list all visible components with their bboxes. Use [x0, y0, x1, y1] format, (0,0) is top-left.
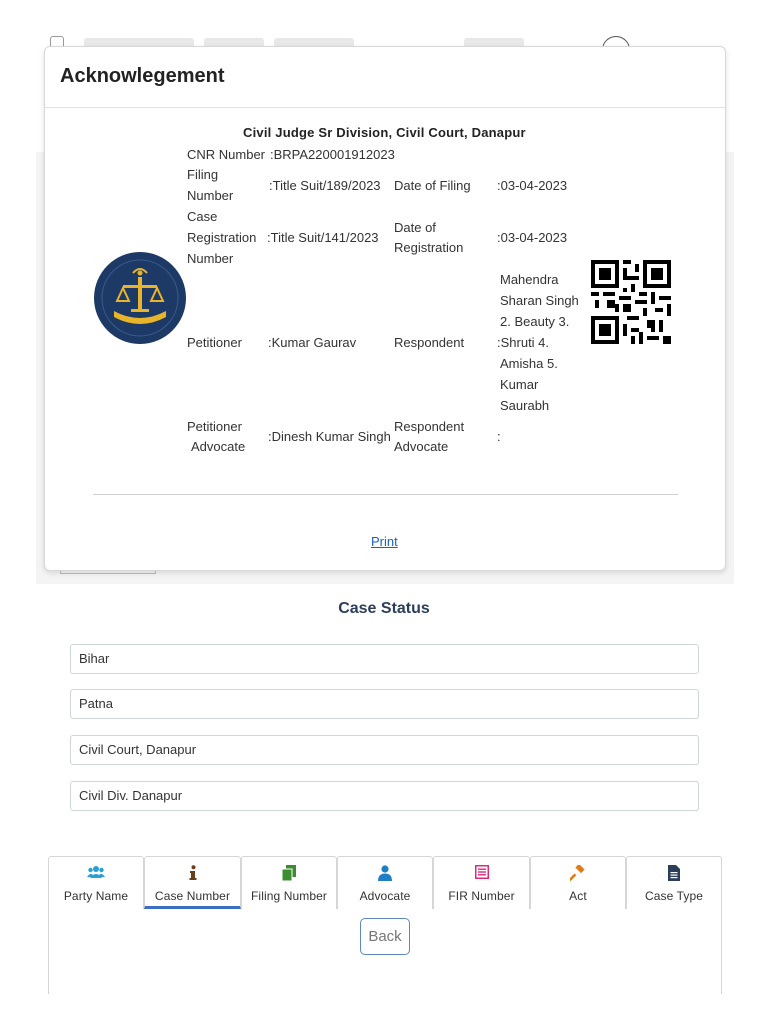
court-complex-select[interactable]: Civil Court, Danapur — [70, 735, 699, 765]
district-select[interactable]: Patna — [70, 689, 699, 719]
case-status-title: Case Status — [338, 600, 430, 617]
cnr-value: :BRPA220001912023 — [270, 147, 395, 162]
ecourts-logo-icon — [93, 251, 187, 345]
tab-act[interactable] — [530, 856, 626, 909]
tab-label: Act — [569, 889, 587, 903]
print-link[interactable]: Print — [371, 534, 398, 549]
respondent-line: Sharan Singh — [500, 293, 579, 308]
date-of-filing-label: Date of Filing — [394, 178, 471, 193]
petitioner-advocate-label-line1: Petitioner — [187, 419, 242, 434]
date-of-filing-value: :03-04-2023 — [497, 178, 568, 193]
registration-number-label-line3: Number — [187, 251, 234, 266]
list-icon — [434, 865, 529, 883]
tab-filing-number[interactable] — [241, 856, 337, 909]
tab-label: Filing Number — [251, 889, 327, 903]
tab-fir-number[interactable] — [433, 856, 530, 909]
respondent-line: Saurabh — [500, 398, 550, 413]
tab-party-name[interactable] — [48, 856, 144, 909]
date-of-registration-label-line2: Registration — [394, 240, 464, 255]
tab-label: Party Name — [63, 889, 129, 903]
registration-number-label-line2: Registration — [187, 230, 257, 245]
petitioner-value: :Kumar Gaurav — [268, 335, 357, 350]
tab-label: Case Type — [644, 889, 704, 903]
date-of-registration-label-line1: Date of — [394, 220, 436, 235]
filing-number-label-line2: Number — [187, 188, 234, 203]
filing-number-value: :Title Suit/189/2023 — [269, 178, 381, 193]
respondent-label: Respondent — [394, 335, 465, 350]
date-of-registration-value: :03-04-2023 — [497, 230, 568, 245]
respondent-line: Amisha 5. — [500, 356, 558, 371]
modal-header-divider — [45, 107, 725, 108]
tab-label: Advocate — [359, 889, 411, 903]
respondent-advocate-label-line2: Advocate — [394, 439, 449, 454]
acknowledgement-modal — [44, 46, 726, 571]
copy-icon — [242, 865, 336, 883]
cnr-label: CNR Number — [187, 147, 266, 162]
search-tabs — [48, 856, 722, 909]
info-icon — [145, 865, 240, 883]
tab-label: FIR Number — [448, 889, 515, 903]
qr-code-icon — [591, 260, 671, 344]
respondent-line: 2. Beauty 3. — [500, 314, 570, 329]
petitioner-advocate-value: :Dinesh Kumar Singh — [268, 429, 391, 444]
tab-case-number[interactable] — [144, 856, 241, 909]
respondent-line: Mahendra — [500, 272, 559, 287]
filing-number-label-line1: Filing — [187, 167, 219, 182]
gavel-icon — [531, 865, 625, 883]
petitioner-advocate-label-line2: Advocate — [191, 439, 246, 454]
respondent-line: :Shruti 4. — [497, 335, 550, 350]
registration-number-label-line1: Case — [187, 209, 218, 224]
respondent-advocate-value: : — [497, 429, 501, 444]
petitioner-label: Petitioner — [187, 335, 242, 350]
user-icon — [338, 865, 432, 883]
tab-label: Case Number — [154, 889, 231, 903]
tab-case-type[interactable] — [626, 856, 722, 909]
respondent-line: Kumar — [500, 377, 539, 392]
file-icon — [627, 865, 721, 883]
modal-divider — [93, 494, 678, 495]
registration-number-value: :Title Suit/141/2023 — [267, 230, 379, 245]
court-name-heading: Civil Judge Sr Division, Civil Court, Danapur — [243, 125, 526, 140]
back-button[interactable]: Back — [360, 918, 410, 955]
users-icon — [49, 865, 143, 883]
tab-advocate[interactable] — [337, 856, 433, 909]
respondent-advocate-label-line1: Respondent — [394, 419, 465, 434]
modal-title: Acknowlegement — [60, 65, 225, 87]
state-select[interactable]: Bihar — [70, 644, 699, 674]
court-establishment-select[interactable]: Civil Div. Danapur — [70, 781, 699, 811]
